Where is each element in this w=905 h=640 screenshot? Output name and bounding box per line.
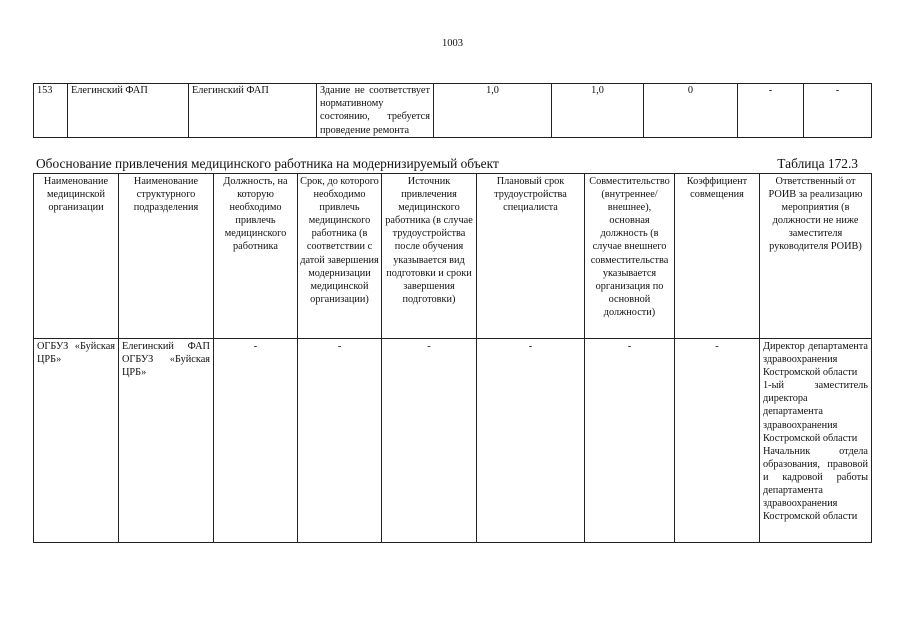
responsible-person: Начальник отдела образования, правовой и кадровой работы департамента здравоохранения Костромской области	[763, 445, 868, 523]
caption-title: Обоснование привлечения медицинского работника на модернизируемый объект	[36, 156, 499, 171]
main-table	[33, 173, 872, 543]
deadline-cell: -	[298, 339, 382, 543]
condition-text: Здание не соответствует нормативному состоянию, требуется проведение ремонта	[317, 84, 434, 138]
table-label: Таблица 172.3	[777, 156, 858, 171]
responsible-person: 1-ый заместитель директора департамента здравоохранения Костромской области	[763, 380, 868, 444]
unit-name: Елегинский ФАП	[189, 84, 317, 138]
column-header: Ответственный от РОИВ за реализацию мероприятия (в должности не ниже заместителя руководителя РОИВ)	[760, 174, 872, 339]
responsible-cell	[760, 339, 872, 543]
value-cell: -	[804, 84, 872, 138]
value-cell: 1,0	[552, 84, 644, 138]
value-cell: -	[738, 84, 804, 138]
table-row	[34, 339, 872, 543]
value-cell: 0	[644, 84, 738, 138]
column-header: Наименование медицинской организации	[34, 174, 119, 339]
unit-name: Елегинский ФАП ОГБУЗ «Буйская ЦРБ»	[119, 339, 214, 543]
table-caption	[36, 156, 866, 172]
page-number: 1003	[442, 38, 463, 49]
org-name: Елегинский ФАП	[68, 84, 189, 138]
column-header: Источник привлечения медицинского работника (в случае трудоустройства после обучения указывается вид подготовки и сроки завершения подготовки)	[382, 174, 477, 339]
row-number: 153	[34, 84, 68, 138]
top-table	[33, 83, 872, 138]
column-header: Должность, на которую необходимо привлечь медицинского работника	[214, 174, 298, 339]
org-name: ОГБУЗ «Буйская ЦРБ»	[34, 339, 119, 543]
column-header: Совместительство (внутреннее/внешнее), основная должность (в случае внешнего совместительства указывается организация по основной должности)	[585, 174, 675, 339]
planned-date-cell: -	[477, 339, 585, 543]
header-row	[34, 174, 872, 339]
table-row	[34, 84, 872, 138]
position-cell: -	[214, 339, 298, 543]
responsible-person: Директор департамента здравоохранения Костромской области	[763, 341, 868, 379]
source-cell: -	[382, 339, 477, 543]
value-cell: 1,0	[434, 84, 552, 138]
column-header: Срок, до которого необходимо привлечь медицинского работника (в соответствии с датой завершения модернизации медицинской организации)	[298, 174, 382, 339]
column-header: Плановый срок трудоустройства специалиста	[477, 174, 585, 339]
combination-cell: -	[585, 339, 675, 543]
coefficient-cell: -	[675, 339, 760, 543]
column-header: Коэффициент совмещения	[675, 174, 760, 339]
column-header: Наименование структурного подразделения	[119, 174, 214, 339]
